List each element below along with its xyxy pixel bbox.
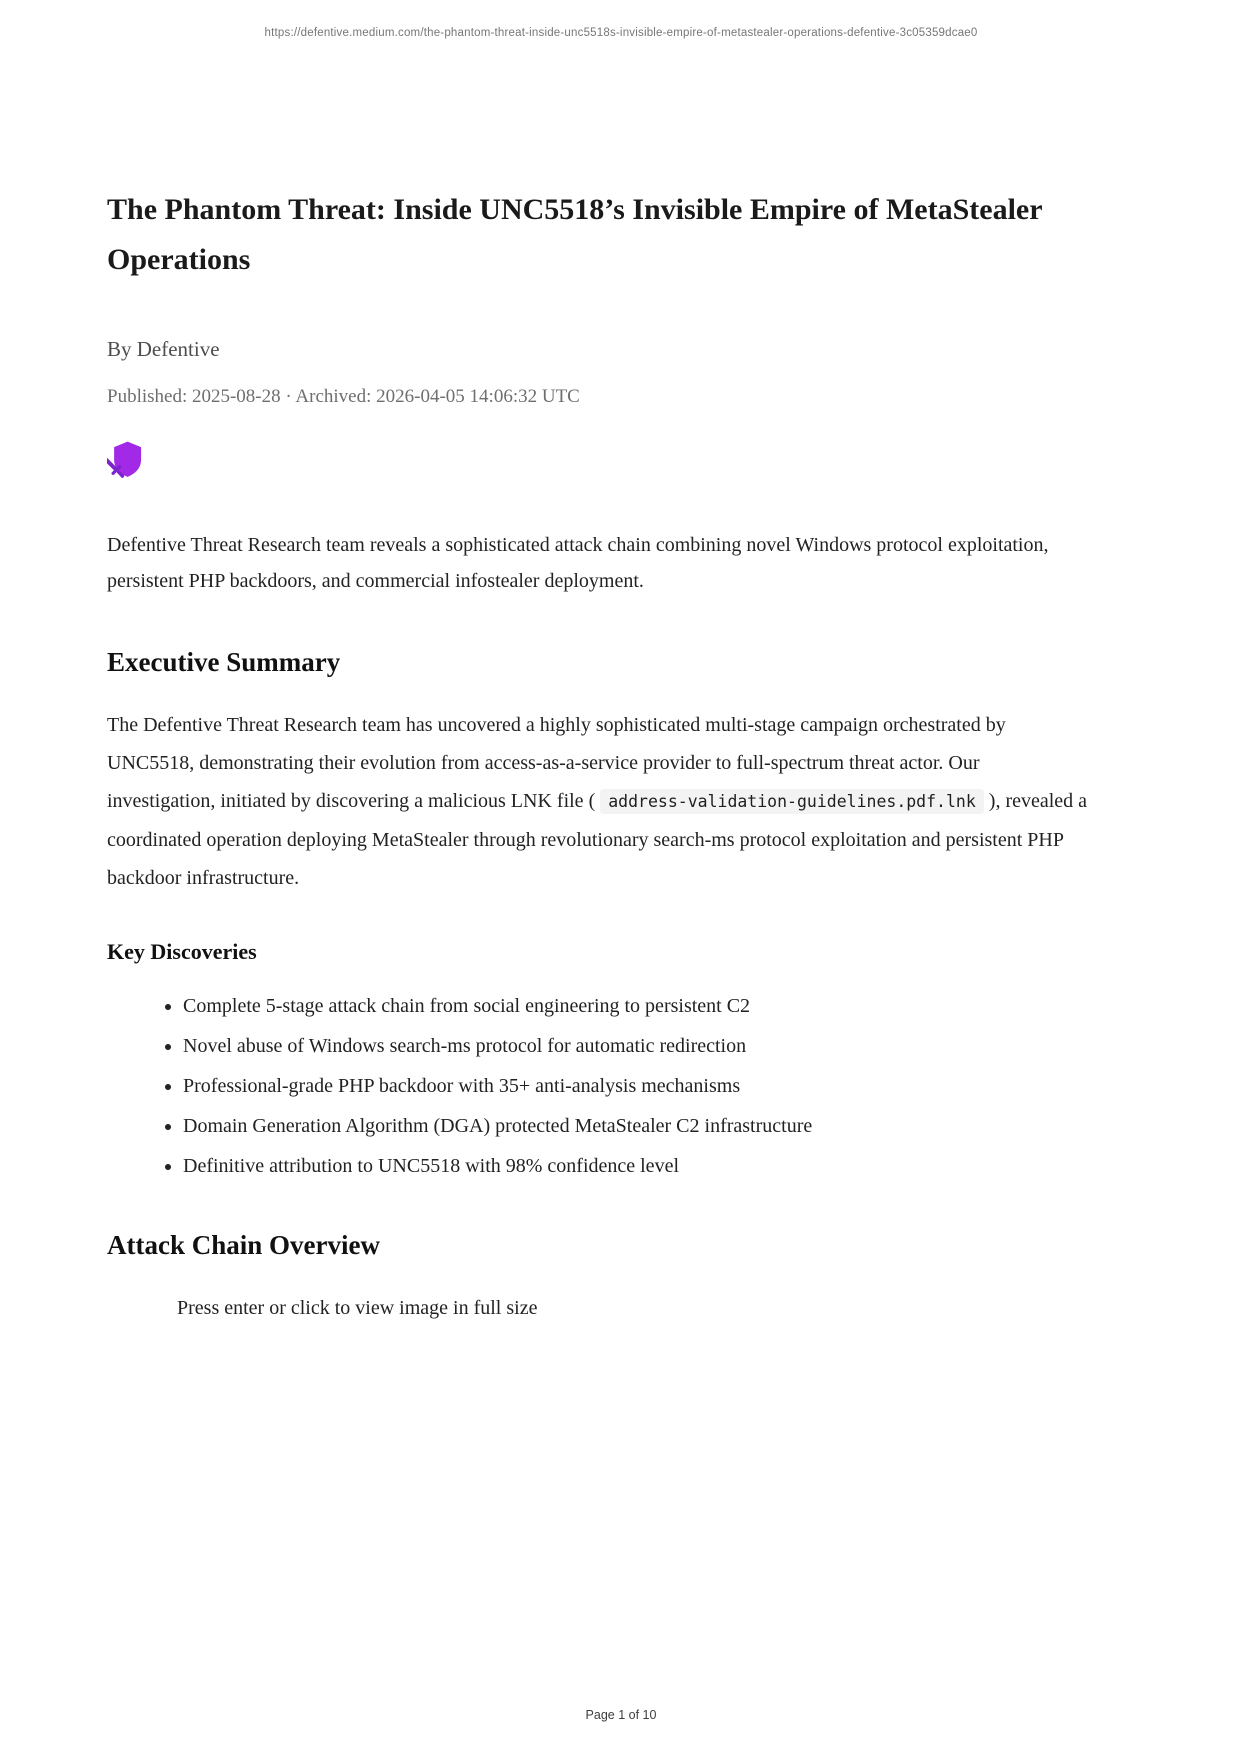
list-item: • Complete 5-stage attack chain from social engineering to persistent C2 [183, 991, 1083, 1022]
paragraph-text-after-code: ), revealed a coordinated operation deploying MetaStealer through revolutionary search-ms protocol exploitation and persistent PHP backdoor infrastructure. [107, 790, 1088, 889]
source-url: https://defentive.medium.com/the-phantom-threat-inside-unc5518s-invisible-empire-of-metastealer-operations-defentive-3c05359dcae0 [264, 27, 978, 39]
lead-paragraph: Defentive Threat Research team reveals a sophisticated attack chain combining novel Windows protocol exploitation, persistent PHP backdoors, and commercial infostealer deployment. [107, 534, 1049, 592]
page-title: The Phantom Threat: Inside UNC5518’s Invisible Empire of MetaStealer Operations [107, 193, 1042, 276]
publish-archive-meta: Published: 2025-08-28 · Archived: 2026-04-05 14:06:32 UTC [107, 386, 580, 407]
byline: By Defentive [107, 337, 220, 361]
paragraph-text-before-code: The Defentive Threat Research team has uncovered a highly sophisticated multi-stage campaign orchestrated by UNC5518, demonstrating their evolution from access-as-a-service provider to full-spectrum threat actor. Our investigation, initiated by discovering a malicious LNK file ( [107, 714, 1006, 812]
inline-code-lnk-filename: address-validation-guidelines.pdf.lnk [600, 789, 984, 814]
heading-executive-summary: Executive Summary [107, 647, 341, 677]
page-number-indicator: Page 1 of 10 [585, 1708, 657, 1722]
list-item: • Domain Generation Algorithm (DGA) protected MetaStealer C2 infrastructure [183, 1111, 1083, 1142]
executive-summary-paragraph [107, 706, 1092, 897]
list-item: • Novel abuse of Windows search-ms protocol for automatic redirection [183, 1031, 1083, 1062]
shield-sword-icon [107, 408, 1102, 485]
heading-attack-chain-overview: Attack Chain Overview [107, 1230, 380, 1260]
key-discoveries-list [107, 991, 1083, 1182]
view-image-full-size-button[interactable]: Press enter or click to view image in full size [177, 1297, 538, 1319]
heading-key-discoveries: Key Discoveries [107, 939, 257, 964]
list-item: • Definitive attribution to UNC5518 with 98% confidence level [183, 1151, 1083, 1182]
list-item: • Professional-grade PHP backdoor with 35+ anti-analysis mechanisms [183, 1071, 1083, 1102]
article-body [0, 185, 1242, 1320]
